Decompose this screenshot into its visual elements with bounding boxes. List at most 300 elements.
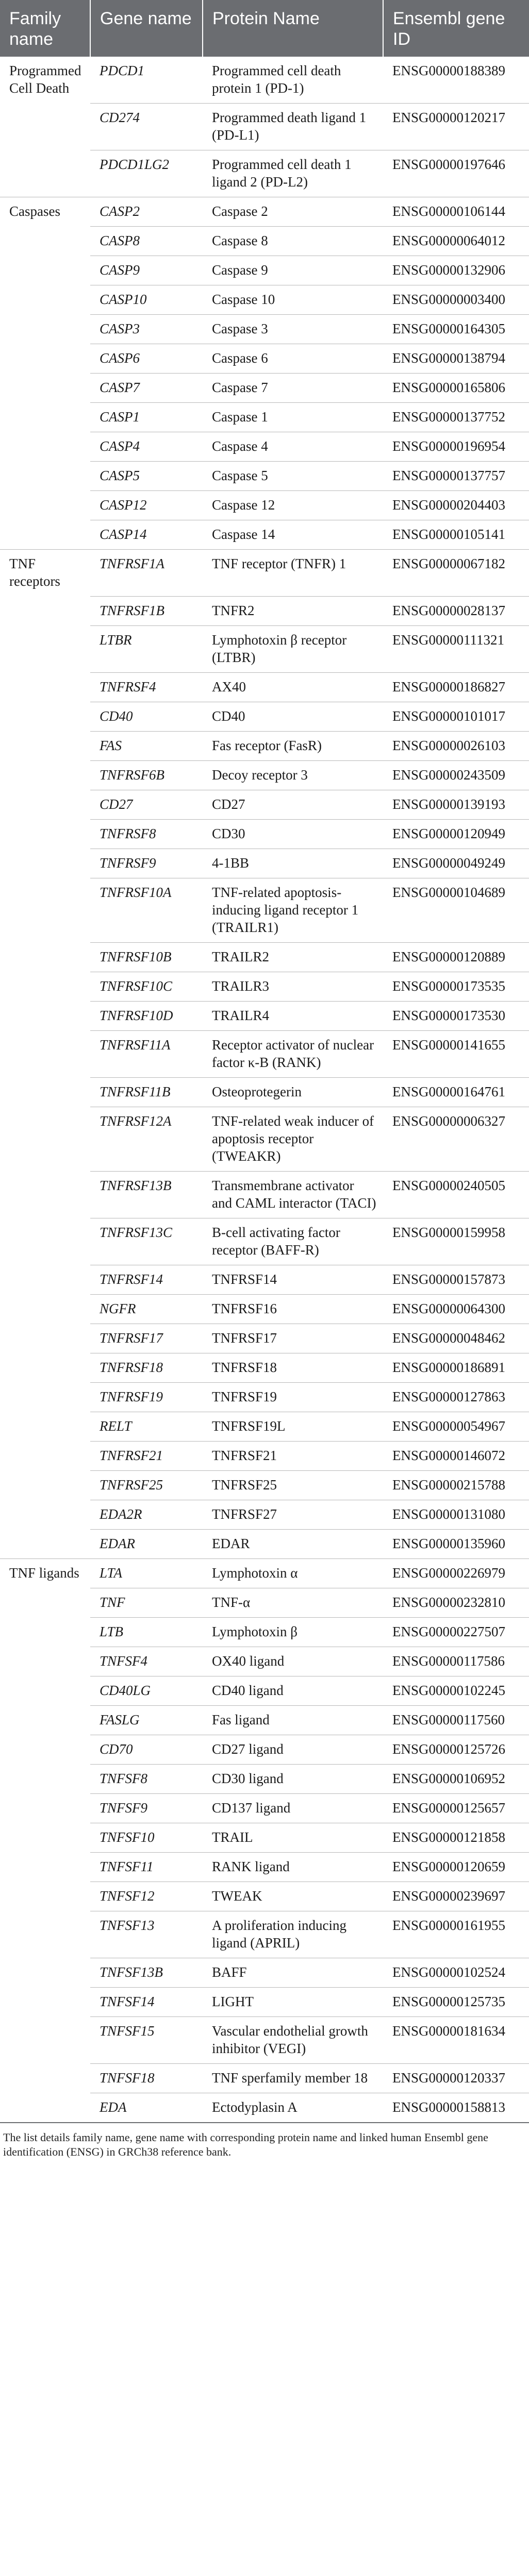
gene-name-cell: CASP6 [90,344,203,374]
protein-name-cell: TNFRSF16 [203,1294,383,1324]
family-name-cell [0,1324,90,1353]
ensembl-id-cell: ENSG00000227507 [383,1617,529,1647]
family-name-cell [0,760,90,790]
table-row [0,849,529,878]
table-row [0,1324,529,1353]
ensembl-id-cell: ENSG00000137757 [383,462,529,491]
gene-name-cell: TNFRSF4 [90,672,203,702]
family-name-cell [0,731,90,760]
family-name-cell [0,285,90,315]
gene-name-cell: TNFRSF11A [90,1030,203,1077]
ensembl-id-cell: ENSG00000121858 [383,1823,529,1852]
protein-name-cell: Caspase 9 [203,256,383,285]
family-name-cell [0,1441,90,1470]
gene-name-cell: TNF [90,1588,203,1617]
protein-name-cell: Receptor activator of nuclear factor κ-B (RANK) [203,1030,383,1077]
ensembl-id-cell: ENSG00000135960 [383,1529,529,1558]
gene-name-cell: EDAR [90,1529,203,1558]
ensembl-id-cell: ENSG00000158813 [383,2093,529,2123]
family-name-cell [0,1218,90,1265]
table-row [0,596,529,625]
gene-name-cell: CD274 [90,104,203,150]
family-name-cell [0,1987,90,2016]
protein-name-cell: CD137 ligand [203,1793,383,1823]
family-name-cell: TNF receptors [9,556,60,589]
gene-name-cell: TNFRSF10B [90,942,203,972]
protein-name-cell: Caspase 3 [203,315,383,344]
gene-name-cell: TNFSF13B [90,1958,203,1987]
ensembl-id-cell: ENSG00000104689 [383,878,529,942]
ensembl-id-cell: ENSG00000138794 [383,344,529,374]
ensembl-id-cell: ENSG00000186827 [383,672,529,702]
ensembl-id-cell: ENSG00000125657 [383,1793,529,1823]
family-name-cell [0,1265,90,1294]
gene-name-cell: TNFSF10 [90,1823,203,1852]
family-name-cell [0,1764,90,1793]
family-name-cell [0,1647,90,1676]
protein-name-cell: Caspase 10 [203,285,383,315]
table-row [0,2016,529,2063]
ensembl-id-cell: ENSG00000146072 [383,1441,529,1470]
protein-name-cell: A proliferation inducing ligand (APRIL) [203,1911,383,1958]
table-row [0,1705,529,1735]
family-name-cell [0,1077,90,1107]
family-name-cell [0,2016,90,2063]
gene-name-cell: TNFSF18 [90,2063,203,2093]
ensembl-id-cell: ENSG00000196954 [383,432,529,462]
gene-name-cell: TNFRSF10D [90,1001,203,1030]
ensembl-id-cell: ENSG00000117560 [383,1705,529,1735]
protein-name-cell: Caspase 2 [203,197,383,227]
ensembl-id-cell: ENSG00000197646 [383,150,529,197]
ensembl-id-cell: ENSG00000049249 [383,849,529,878]
gene-name-cell: CASP9 [90,256,203,285]
family-name-cell [0,491,90,520]
protein-name-cell: Programmed cell death protein 1 (PD-1) [203,57,383,104]
gene-name-cell: LTBR [90,625,203,672]
family-name-cell [0,344,90,374]
gene-name-cell: TNFRSF1A [90,550,203,597]
gene-name-cell: TNFSF13 [90,1911,203,1958]
family-name-cell [0,1588,90,1617]
protein-name-cell: Programmed death ligand 1 (PD-L1) [203,104,383,150]
table-row [0,1793,529,1823]
table-row [0,760,529,790]
family-name-cell [0,878,90,942]
protein-name-cell: OX40 ligand [203,1647,383,1676]
protein-name-cell: TNFRSF21 [203,1441,383,1470]
family-name-cell [0,104,90,150]
gene-name-cell: TNFRSF17 [90,1324,203,1353]
ensembl-id-cell: ENSG00000159958 [383,1218,529,1265]
family-name-cell [0,227,90,256]
family-name-cell [0,1294,90,1324]
gene-name-cell: TNFRSF18 [90,1353,203,1382]
table-row [0,57,529,104]
ensembl-id-cell: ENSG00000048462 [383,1324,529,1353]
family-name-cell [0,1882,90,1911]
gene-name-cell: CD40LG [90,1676,203,1705]
gene-name-cell: TNFRSF11B [90,1077,203,1107]
protein-name-cell: TNFRSF19L [203,1412,383,1441]
protein-name-cell: BAFF [203,1958,383,1987]
table-row [0,104,529,150]
table-row [0,285,529,315]
table-row [0,1588,529,1617]
gene-name-cell: TNFRSF6B [90,760,203,790]
protein-name-cell: CD40 [203,702,383,731]
family-name-cell [0,1001,90,1030]
family-name-cell [0,432,90,462]
protein-name-cell: Caspase 6 [203,344,383,374]
ensembl-id-cell: ENSG00000132906 [383,256,529,285]
gene-name-cell: TNFSF15 [90,2016,203,2063]
protein-name-cell: Caspase 1 [203,403,383,432]
ensembl-id-cell: ENSG00000232810 [383,1588,529,1617]
table-row [0,1265,529,1294]
ensembl-id-cell: ENSG00000102245 [383,1676,529,1705]
table-row [0,1500,529,1529]
protein-name-cell: TNF receptor (TNFR) 1 [203,550,383,597]
table-row [0,1030,529,1077]
protein-name-cell: TNF-related weak inducer of apoptosis receptor (TWEAKR) [203,1107,383,1171]
gene-name-cell: TNFRSF13C [90,1218,203,1265]
family-name-cell [0,1617,90,1647]
ensembl-id-cell: ENSG00000139193 [383,790,529,819]
protein-name-cell: TNFR2 [203,596,383,625]
protein-name-cell: TRAILR4 [203,1001,383,1030]
protein-name-cell: Caspase 4 [203,432,383,462]
gene-name-cell: TNFSF8 [90,1764,203,1793]
table-row [0,403,529,432]
protein-name-cell: TRAILR2 [203,942,383,972]
protein-name-cell: Lymphotoxin β [203,1617,383,1647]
protein-name-cell: TRAILR3 [203,972,383,1001]
ensembl-id-cell: ENSG00000173535 [383,972,529,1001]
ensembl-id-cell: ENSG00000173530 [383,1001,529,1030]
table-row [0,1852,529,1882]
gene-name-cell: TNFRSF13B [90,1171,203,1218]
table-row [0,1676,529,1705]
protein-name-cell: CD30 [203,819,383,849]
ensembl-id-cell: ENSG00000106144 [383,197,529,227]
table-row [0,672,529,702]
gene-name-cell: TNFRSF9 [90,849,203,878]
table-row [0,1529,529,1558]
table-row [0,150,529,197]
protein-name-cell: Caspase 14 [203,520,383,550]
family-name-cell [0,790,90,819]
table-header [0,0,529,57]
table-row [0,942,529,972]
ensembl-id-cell: ENSG00000141655 [383,1030,529,1077]
family-name-cell [0,1171,90,1218]
table-row [0,1823,529,1852]
protein-name-cell: Osteoprotegerin [203,1077,383,1107]
table-row [0,702,529,731]
header-family-name: Family name [0,0,90,57]
gene-name-cell: LTA [90,1558,203,1588]
table-row [0,731,529,760]
family-name-cell [0,315,90,344]
family-name-cell [0,972,90,1001]
table-row [0,550,529,597]
table-row [0,1171,529,1218]
protein-name-cell: Programmed cell death 1 ligand 2 (PD-L2) [203,150,383,197]
gene-name-cell: TNFRSF10C [90,972,203,1001]
family-name-cell [0,374,90,403]
table-row [0,1558,529,1588]
family-name-cell [0,1500,90,1529]
table-row [0,1647,529,1676]
protein-name-cell: TNF-related apoptosis-inducing ligand receptor 1 (TRAILR1) [203,878,383,942]
ensembl-id-cell: ENSG00000243509 [383,760,529,790]
protein-name-cell: Lymphotoxin α [203,1558,383,1588]
ensembl-id-cell: ENSG00000028137 [383,596,529,625]
gene-name-cell: CASP10 [90,285,203,315]
ensembl-id-cell: ENSG00000111321 [383,625,529,672]
gene-name-cell: RELT [90,1412,203,1441]
gene-name-cell: TNFSF14 [90,1987,203,2016]
gene-name-cell: EDA [90,2093,203,2123]
protein-name-cell: TNFRSF19 [203,1382,383,1412]
protein-name-cell: RANK ligand [203,1852,383,1882]
ensembl-id-cell: ENSG00000186891 [383,1353,529,1382]
protein-name-cell: CD27 [203,790,383,819]
gene-name-cell: TNFRSF14 [90,1265,203,1294]
ensembl-id-cell: ENSG00000026103 [383,731,529,760]
gene-name-cell: TNFRSF8 [90,819,203,849]
protein-name-cell: TNFRSF17 [203,1324,383,1353]
protein-name-cell: CD27 ligand [203,1735,383,1764]
protein-name-cell: Decoy receptor 3 [203,760,383,790]
table-row [0,1617,529,1647]
table-footnote: The list details family name, gene name with corresponding protein name and linked human Ensembl gene identification (ENSG) in GRCh38 reference bank. [0,2123,529,2164]
family-name-cell [0,942,90,972]
family-name-cell: Programmed Cell Death [9,63,81,96]
table-row [0,2063,529,2093]
table-row [0,878,529,942]
gene-name-cell: CD70 [90,1735,203,1764]
protein-name-cell: TWEAK [203,1882,383,1911]
table-row [0,1001,529,1030]
protein-name-cell: TNFRSF25 [203,1470,383,1500]
table-row [0,1987,529,2016]
table-row [0,625,529,672]
protein-name-cell: CD40 ligand [203,1676,383,1705]
ensembl-id-cell: ENSG00000131080 [383,1500,529,1529]
ensembl-id-cell: ENSG00000125735 [383,1987,529,2016]
ensembl-id-cell: ENSG00000054967 [383,1412,529,1441]
family-name-cell [0,1412,90,1441]
ensembl-id-cell: ENSG00000101017 [383,702,529,731]
header-protein-name: Protein Name [203,0,383,57]
gene-name-cell: TNFRSF21 [90,1441,203,1470]
family-name-cell: TNF ligands [9,1565,79,1581]
table-row [0,1382,529,1412]
table-body [0,57,529,2123]
ensembl-id-cell: ENSG00000188389 [383,57,529,104]
protein-name-cell: CD30 ligand [203,1764,383,1793]
family-name-cell [0,462,90,491]
protein-name-cell: Ectodyplasin A [203,2093,383,2123]
family-name-cell [0,596,90,625]
ensembl-id-cell: ENSG00000120217 [383,104,529,150]
ensembl-id-cell: ENSG00000226979 [383,1558,529,1588]
protein-name-cell: 4-1BB [203,849,383,878]
protein-name-cell: B-cell activating factor receptor (BAFF-R) [203,1218,383,1265]
ensembl-id-cell: ENSG00000105141 [383,520,529,550]
protein-name-cell: LIGHT [203,1987,383,2016]
gene-name-cell: PDCD1LG2 [90,150,203,197]
table-row [0,819,529,849]
ensembl-id-cell: ENSG00000164305 [383,315,529,344]
family-name-cell [0,1958,90,1987]
ensembl-id-cell: ENSG00000064012 [383,227,529,256]
protein-name-cell: Fas ligand [203,1705,383,1735]
ensembl-id-cell: ENSG00000003400 [383,285,529,315]
table-row [0,1107,529,1171]
gene-name-cell: CASP5 [90,462,203,491]
ensembl-id-cell: ENSG00000067182 [383,550,529,597]
protein-name-cell: Vascular endothelial growth inhibitor (VEGI) [203,2016,383,2063]
family-name-cell [0,1676,90,1705]
table-row [0,1911,529,1958]
family-name-cell [0,1852,90,1882]
ensembl-id-cell: ENSG00000006327 [383,1107,529,1171]
table-row [0,1353,529,1382]
family-name-cell [0,403,90,432]
table-row [0,1470,529,1500]
protein-name-cell: AX40 [203,672,383,702]
table-row [0,1958,529,1987]
gene-name-cell: TNFSF9 [90,1793,203,1823]
ensembl-id-cell: ENSG00000125726 [383,1735,529,1764]
family-name-cell [0,2063,90,2093]
table-row [0,1412,529,1441]
table-row [0,1218,529,1265]
gene-name-cell: TNFSF12 [90,1882,203,1911]
table-row [0,2093,529,2123]
ensembl-id-cell: ENSG00000127863 [383,1382,529,1412]
ensembl-id-cell: ENSG00000120659 [383,1852,529,1882]
ensembl-id-cell: ENSG00000064300 [383,1294,529,1324]
family-name-cell [0,1911,90,1958]
ensembl-id-cell: ENSG00000117586 [383,1647,529,1676]
table-row [0,1294,529,1324]
ensembl-id-cell: ENSG00000120949 [383,819,529,849]
family-name-cell [0,1735,90,1764]
gene-name-cell: TNFRSF10A [90,878,203,942]
protein-name-cell: Caspase 12 [203,491,383,520]
gene-name-cell: CASP7 [90,374,203,403]
protein-name-cell: TNFRSF18 [203,1353,383,1382]
ensembl-id-cell: ENSG00000165806 [383,374,529,403]
family-name-cell [0,1705,90,1735]
family-name-cell [0,150,90,197]
family-name-cell [0,1382,90,1412]
protein-name-cell: TNFRSF27 [203,1500,383,1529]
family-name-cell: Caspases [9,204,60,219]
gene-name-cell: CASP4 [90,432,203,462]
ensembl-id-cell: ENSG00000239697 [383,1882,529,1911]
family-name-cell [0,1823,90,1852]
gene-name-cell: PDCD1 [90,57,203,104]
gene-name-cell: CASP2 [90,197,203,227]
gene-name-cell: CD27 [90,790,203,819]
gene-name-cell: TNFSF4 [90,1647,203,1676]
family-name-cell [0,819,90,849]
ensembl-id-cell: ENSG00000137752 [383,403,529,432]
protein-name-cell: EDAR [203,1529,383,1558]
family-name-cell [0,1793,90,1823]
family-name-cell [0,1030,90,1077]
protein-name-cell: Caspase 5 [203,462,383,491]
table-row [0,790,529,819]
table-row [0,1441,529,1470]
ensembl-id-cell: ENSG00000120889 [383,942,529,972]
protein-name-cell: TNFRSF14 [203,1265,383,1294]
table-row [0,227,529,256]
family-name-cell [0,1107,90,1171]
table-row [0,374,529,403]
ensembl-id-cell: ENSG00000215788 [383,1470,529,1500]
table-row [0,462,529,491]
table-row [0,520,529,550]
table-row [0,344,529,374]
gene-name-cell: CASP1 [90,403,203,432]
gene-name-cell: FASLG [90,1705,203,1735]
gene-name-cell: CASP8 [90,227,203,256]
gene-name-cell: CASP12 [90,491,203,520]
gene-name-cell: TNFRSF1B [90,596,203,625]
gene-name-cell: CASP14 [90,520,203,550]
ensembl-id-cell: ENSG00000157873 [383,1265,529,1294]
ensembl-id-cell: ENSG00000164761 [383,1077,529,1107]
family-name-cell [0,256,90,285]
gene-name-cell: NGFR [90,1294,203,1324]
gene-name-cell: EDA2R [90,1500,203,1529]
table-row [0,1764,529,1793]
protein-name-cell: Transmembrane activator and CAML interactor (TACI) [203,1171,383,1218]
table-row [0,972,529,1001]
ensembl-id-cell: ENSG00000120337 [383,2063,529,2093]
family-name-cell [0,672,90,702]
table-row [0,491,529,520]
gene-name-cell: TNFRSF12A [90,1107,203,1171]
table-row [0,1077,529,1107]
table-row [0,315,529,344]
gene-name-cell: FAS [90,731,203,760]
protein-name-cell: TNF-α [203,1588,383,1617]
ensembl-id-cell: ENSG00000161955 [383,1911,529,1958]
family-name-cell [0,849,90,878]
table-row [0,432,529,462]
family-name-cell [0,1470,90,1500]
protein-name-cell: TRAIL [203,1823,383,1852]
gene-name-cell: TNFRSF19 [90,1382,203,1412]
table-row [0,197,529,227]
gene-name-cell: LTB [90,1617,203,1647]
family-name-cell [0,625,90,672]
family-name-cell [0,2093,90,2123]
protein-name-cell: Caspase 7 [203,374,383,403]
gene-name-cell: TNFSF11 [90,1852,203,1882]
table-row [0,256,529,285]
protein-name-cell: Lymphotoxin β receptor (LTBR) [203,625,383,672]
gene-name-cell: CASP3 [90,315,203,344]
protein-name-cell: TNF sperfamily member 18 [203,2063,383,2093]
